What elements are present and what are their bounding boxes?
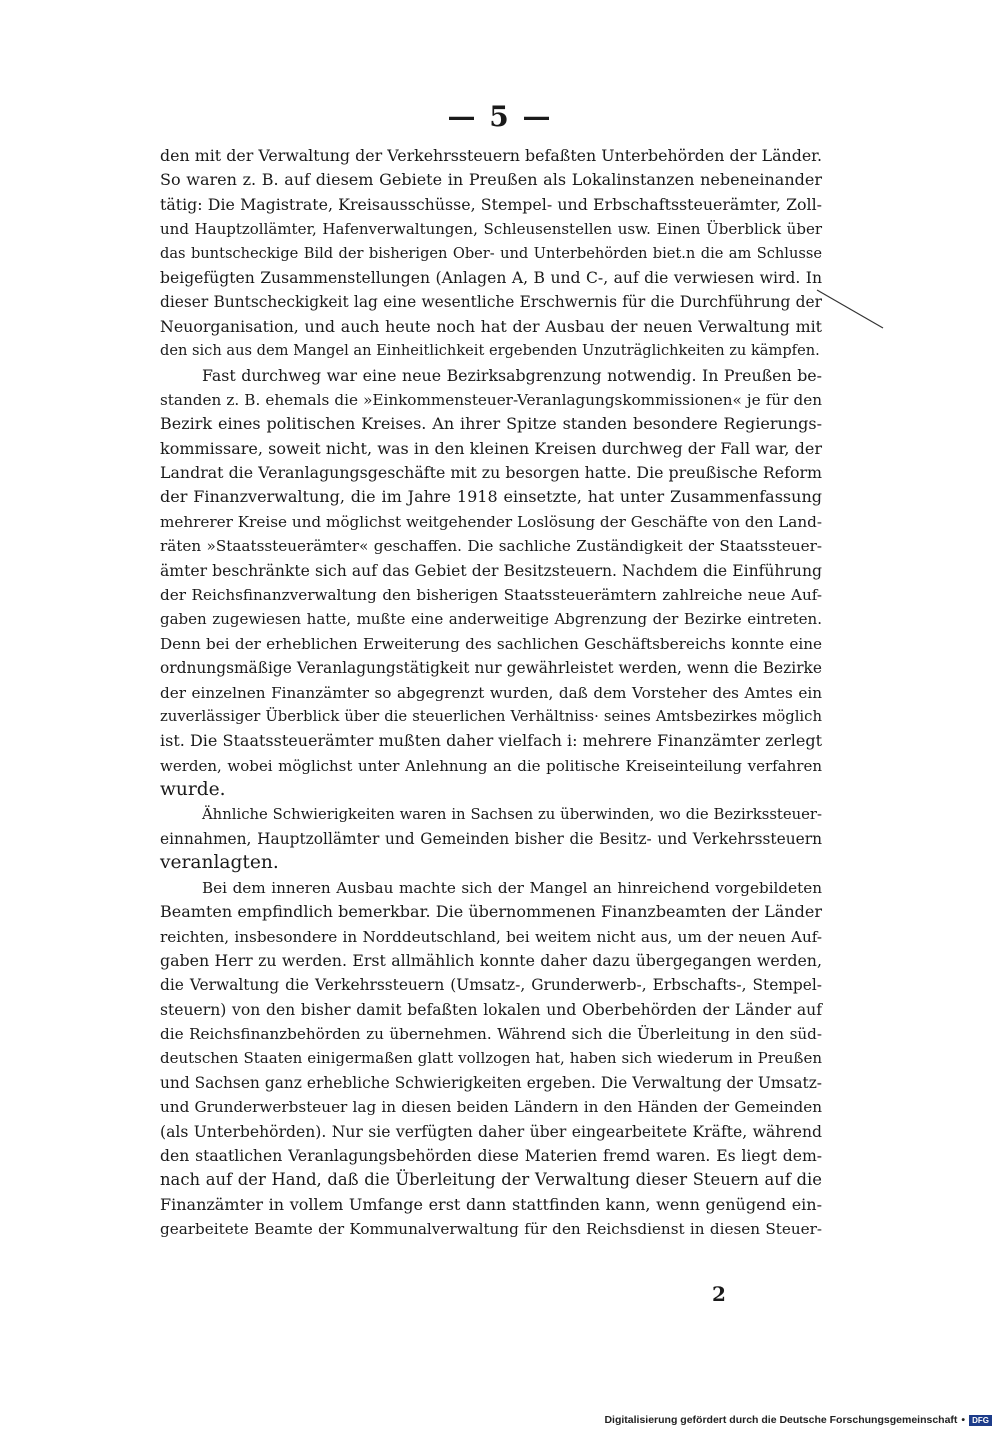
- text-line: Bei dem inneren Ausbau machte sich der Mangel an hinreichend vorgebildeten: [202, 878, 822, 897]
- text-line: der Finanzverwaltung, die im Jahre 1918 einsetzte, hat unter Zusammenfassung: [160, 487, 822, 507]
- text-line: gaben zugewiesen hatte, mußte eine anderweitige Abgrenzung der Bezirke eintreten.: [160, 610, 822, 629]
- text-line: Neuorganisation, und auch heute noch hat der Ausbau der neuen Verwaltung mit: [160, 316, 822, 336]
- text-line: die Verwaltung die Verkehrssteuern (Umsatz-, Grunderwerb-, Erbschafts-, Stempel-: [160, 976, 822, 995]
- text-line: das buntscheckige Bild der bisherigen Ober- und Unterbehörden biet.n die am Schlusse: [160, 244, 822, 262]
- text-line: wurde.: [160, 779, 226, 801]
- text-line: So waren z. B. auf diesem Gebiete in Preußen als Lokalinstanzen nebeneinander: [160, 170, 822, 190]
- text-line: und Grunderwerbsteuer lag in diesen beiden Ländern in den Händen der Gemeinden: [160, 1098, 822, 1117]
- text-line: einnahmen, Hauptzollämter und Gemeinden bisher die Besitz- und Verkehrssteuern: [160, 829, 822, 848]
- funding-footer: [604, 1414, 992, 1426]
- body-text: [160, 144, 822, 1242]
- text-line: gearbeitete Beamte der Kommunalverwaltung für den Reichsdienst in diesen Steuer-: [160, 1220, 822, 1239]
- footer-text: Digitalisierung gefördert durch die Deutsche Forschungsgemeinschaft: [604, 1414, 958, 1426]
- text-line: der einzelnen Finanzämter so abgegrenzt wurden, daß dem Vorsteher des Amtes ein: [160, 683, 822, 702]
- text-line: dieser Buntscheckigkeit lag eine wesentliche Erschwernis für die Durchführung der: [160, 293, 822, 312]
- text-line: Denn bei der erheblichen Erweiterung des sachlichen Geschäftsbereichs konnte eine: [160, 634, 822, 653]
- text-line: Beamten empfindlich bemerkbar. Die übernommenen Finanzbeamten der Länder: [160, 902, 822, 922]
- text-line: veranlagten.: [160, 852, 279, 874]
- text-line: Ähnliche Schwierigkeiten waren in Sachsen zu überwinden, wo die Bezirkssteuer-: [202, 805, 822, 823]
- text-line: ämter beschränkte sich auf das Gebiet der Besitzsteuern. Nachdem die Einführung: [160, 561, 822, 580]
- text-line: nach auf der Hand, daß die Überleitung der Verwaltung dieser Steuern auf die: [160, 1170, 822, 1190]
- text-line: Finanzämter in vollem Umfange erst dann stattfinden kann, wenn genügend ein-: [160, 1194, 822, 1214]
- text-line: mehrerer Kreise und möglichst weitgehender Loslösung der Geschäfte von den Land-: [160, 512, 822, 531]
- text-line: deutschen Staaten einigermaßen glatt vollzogen hat, haben sich wiederum in Preußen: [160, 1049, 822, 1068]
- text-line: beigefügten Zusammenstellungen (Anlagen A, B und C-, auf die verwiesen wird. In: [160, 268, 822, 287]
- text-line: der Reichsfinanzverwaltung den bisherigen Staatssteuerämtern zahlreiche neue Auf-: [160, 586, 822, 605]
- page-number-header: — 5 —: [447, 100, 553, 133]
- text-line: reichten, insbesondere in Norddeutschland, bei weitem nicht aus, um der neuen Auf-: [160, 927, 822, 946]
- text-line: Landrat die Veranlagungsgeschäfte mit zu besorgen hatte. Die preußische Reform: [160, 463, 822, 483]
- text-line: die Reichsfinanzbehörden zu übernehmen. Während sich die Überleitung in den süd-: [160, 1025, 822, 1044]
- text-line: Fast durchweg war eine neue Bezirksabgrenzung notwendig. In Preußen be-: [202, 365, 822, 385]
- text-line: ist. Die Staatssteuerämter mußten daher vielfach i: mehrere Finanzämter zerlegt: [160, 731, 822, 751]
- text-line: den staatlichen Veranlagungsbehörden diese Materien fremd waren. Es liegt dem-: [160, 1147, 822, 1166]
- text-line: zuverlässiger Überblick über die steuerlichen Verhältniss· seines Amtsbezirkes möglich: [160, 707, 822, 725]
- text-line: räten »Staatssteuerämter« geschaffen. Die sachliche Zuständigkeit der Staatssteuer-: [160, 537, 822, 556]
- text-line: (als Unterbehörden). Nur sie verfügten daher über eingearbeitete Kräfte, während: [160, 1122, 822, 1141]
- text-line: den mit der Verwaltung der Verkehrssteuern befaßten Unterbehörden der Länder.: [160, 146, 822, 165]
- margin-pen-stroke: [815, 286, 885, 331]
- text-line: tätig: Die Magistrate, Kreisausschüsse, Stempel- und Erbschaftssteuerämter, Zoll-: [160, 194, 822, 214]
- text-line: gaben Herr zu werden. Erst allmählich konnte daher dazu übergegangen werden,: [160, 950, 822, 970]
- signature-mark: 2: [712, 1282, 726, 1306]
- text-line: kommissare, soweit nicht, was in den kleinen Kreisen durchweg der Fall war, der: [160, 438, 822, 458]
- dfg-logo: DFG: [969, 1415, 992, 1426]
- separator-icon: •: [961, 1414, 966, 1426]
- text-line: und Hauptzollämter, Hafenverwaltungen, Schleusenstellen usw. Einen Überblick über: [160, 220, 822, 239]
- text-line: ordnungsmäßige Veranlagungstätigkeit nur gewährleistet werden, wenn die Bezirke: [160, 659, 822, 678]
- text-line: den sich aus dem Mangel an Einheitlichkeit ergebenden Unzuträglichkeiten zu kämpfen.: [160, 342, 820, 360]
- text-line: werden, wobei möglichst unter Anlehnung an die politische Kreiseinteilung verfahren: [160, 756, 822, 775]
- text-line: und Sachsen ganz erhebliche Schwierigkeiten ergeben. Die Verwaltung der Umsatz-: [160, 1073, 822, 1092]
- text-line: standen z. B. ehemals die »Einkommensteuer-Veranlagungskommissionen« je für den: [160, 390, 822, 409]
- text-line: Bezirk eines politischen Kreises. An ihrer Spitze standen besondere Regierungs-: [160, 414, 822, 434]
- text-line: steuern) von den bisher damit befaßten lokalen und Oberbehörden der Länder auf: [160, 1000, 822, 1019]
